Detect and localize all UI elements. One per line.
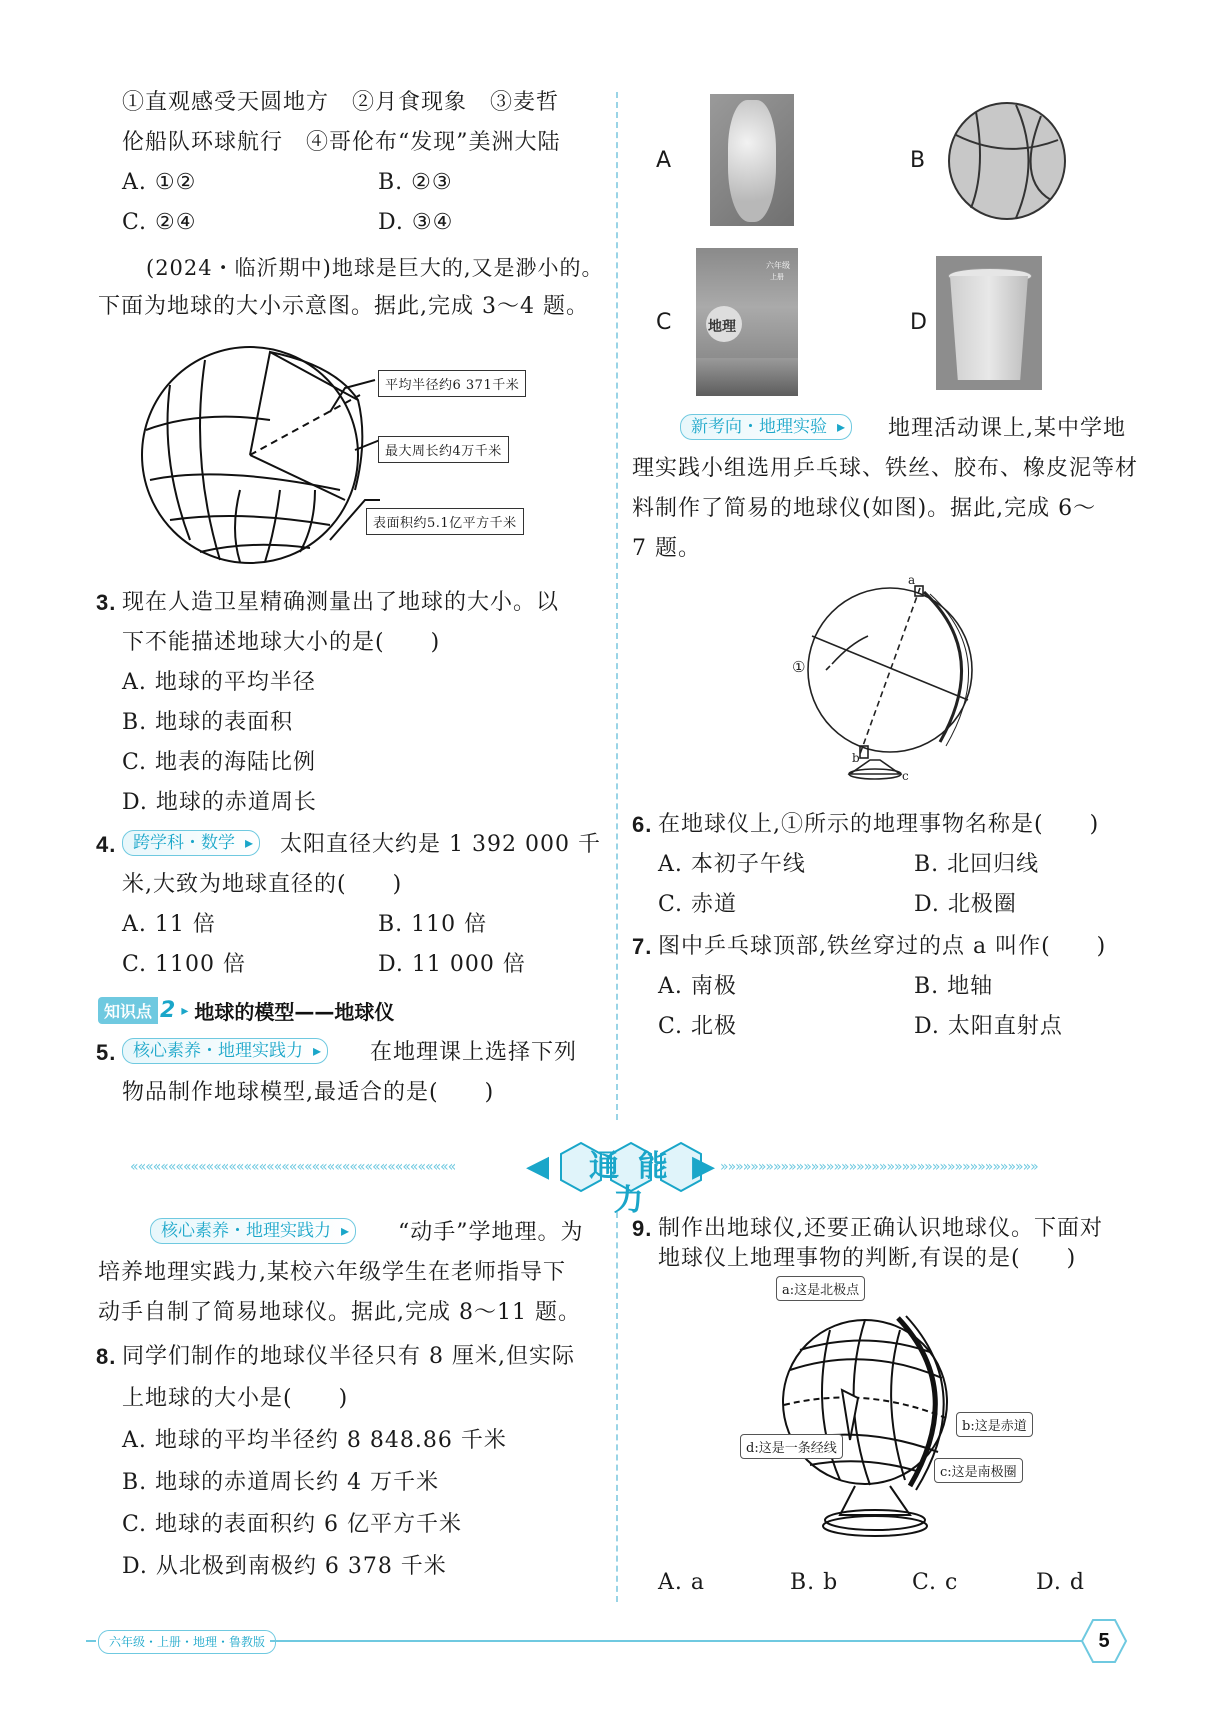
q8-option-d[interactable]: D. 从北极到南极约 6 378 千米 (122, 1554, 447, 1579)
basketball-image[interactable] (946, 100, 1068, 222)
q5-option-c-label[interactable]: C (656, 310, 673, 335)
q2-option-c[interactable]: C. ②④ (122, 210, 197, 235)
banner-left-triangle-icon: ◀ (526, 1149, 550, 1184)
banner-right-triangle-icon: ▶ (692, 1149, 716, 1184)
label-b-equator: b:这是赤道 (956, 1412, 1033, 1437)
q3-stem-1: 现在人造卫星精确测量出了地球的大小。以 (122, 590, 560, 615)
section-title: 通能力 (589, 1149, 687, 1218)
q6-number: 6. (632, 812, 653, 837)
book-volume: 上册 (770, 273, 784, 281)
q4-stem-2: 米,大致为地球直径的( ) (122, 872, 403, 897)
q3-option-d[interactable]: D. 地球的赤道周长 (122, 790, 317, 815)
q3-option-a[interactable]: A. 地球的平均半径 (122, 670, 316, 695)
point-c-label: c (902, 769, 909, 783)
q2-option-d[interactable]: D. ③④ (378, 210, 454, 235)
homemade-globe-diagram (790, 574, 1010, 784)
banner-chevrons-right: »»»»»»»»»»»»»»»»»»»»»»»»»»»»»»»»»»»»»»»»»» (720, 1160, 1038, 1174)
column-divider-top (616, 92, 618, 1120)
experiment-line4: 7 题。 (632, 536, 701, 561)
q3-option-b[interactable]: B. 地球的表面积 (122, 710, 294, 735)
q6-option-a[interactable]: A. 本初子午线 (658, 852, 806, 877)
label-d-meridian: d:这是一条经线 (740, 1434, 843, 1459)
q2-option-a[interactable]: A. ①② (122, 170, 197, 195)
q9-option-d[interactable]: D. d (1036, 1570, 1085, 1595)
cup-body (950, 276, 1028, 380)
q4-option-b[interactable]: B. 110 倍 (378, 912, 488, 937)
arrow-icon: ▸ (181, 1002, 189, 1019)
footer-line (270, 1640, 1084, 1642)
intro-3-4-line2: 下面为地球的大小示意图。据此,完成 3～4 题。 (98, 294, 589, 319)
marker-1-label: ① (792, 658, 806, 676)
q5-option-b-label[interactable]: B (910, 148, 927, 173)
textbook-image[interactable] (696, 248, 798, 396)
knowledge-point-header (98, 996, 394, 1024)
q2-option-b[interactable]: B. ②③ (378, 170, 453, 195)
knowledge-badge: 知识点 (98, 997, 158, 1024)
q9-option-a[interactable]: A. a (658, 1570, 705, 1595)
q5-tag: 核心素养・地理实践力 ▸ (122, 1038, 328, 1064)
q9-option-c[interactable]: C. c (912, 1570, 959, 1595)
point-b-label: b (852, 751, 860, 765)
point-a-label: a (908, 574, 916, 587)
q5-option-d-label[interactable]: D (910, 310, 928, 335)
gourd-image[interactable] (710, 94, 794, 226)
book-landscape (696, 358, 798, 396)
paper-cup-image[interactable] (936, 256, 1042, 390)
q5-stem-2: 物品制作地球模型,最适合的是( ) (122, 1080, 495, 1105)
knowledge-number: 2 (160, 998, 176, 1023)
q2-options-line1: ①直观感受天圆地方 ②月食现象 ③麦哲 (122, 90, 560, 115)
label-max-circumference: 最大周长约4万千米 (378, 436, 509, 463)
q9-number: 9. (632, 1216, 653, 1241)
q4-option-d[interactable]: D. 11 000 倍 (378, 952, 526, 977)
q9-option-b[interactable]: B. b (790, 1570, 839, 1595)
q6-stem: 在地球仪上,①所示的地理事物名称是( ) (658, 812, 1100, 837)
footer-book-info: 六年级・上册・地理・鲁教版 (98, 1630, 276, 1654)
intro-8-tag: 核心素养・地理实践力 ▸ (150, 1218, 356, 1244)
q5-option-a-label[interactable]: A (656, 148, 673, 173)
q6-option-c[interactable]: C. 赤道 (658, 892, 738, 917)
label-a-north-pole: a:这是北极点 (776, 1276, 865, 1301)
q4-option-a[interactable]: A. 11 倍 (122, 912, 216, 937)
q9-stem-2: 地球仪上地理事物的判断,有误的是( ) (658, 1246, 1077, 1271)
labeled-globe-diagram (770, 1290, 970, 1550)
column-divider-bottom (616, 1212, 618, 1602)
knowledge-title: 地球的模型——地球仪 (194, 1000, 395, 1024)
q8-stem-2: 上地球的大小是( ) (122, 1386, 349, 1411)
q7-stem: 图中乒乓球顶部,铁丝穿过的点 a 叫作( ) (658, 934, 1107, 959)
q8-option-a[interactable]: A. 地球的平均半径约 8 848.86 千米 (122, 1428, 507, 1453)
q7-option-c[interactable]: C. 北极 (658, 1014, 738, 1039)
q3-option-c[interactable]: C. 地表的海陆比例 (122, 750, 317, 775)
q4-tag: 跨学科・数学 ▸ (122, 830, 260, 856)
q9-stem-1: 制作出地球仪,还要正确认识地球仪。下面对 (658, 1216, 1103, 1241)
intro-3-4-line1: (2024・临沂期中)地球是巨大的,又是渺小的。 (146, 256, 604, 280)
book-grade: 六年级 (766, 261, 790, 270)
experiment-line3: 料制作了简易的地球仪(如图)。据此,完成 6～ (632, 496, 1097, 521)
q3-stem-2: 下不能描述地球大小的是( ) (122, 630, 441, 655)
q5-stem-1: 在地理课上选择下列 (370, 1040, 578, 1065)
intro-8-line2: 培养地理实践力,某校六年级学生在老师指导下 (98, 1260, 566, 1285)
q6-option-d[interactable]: D. 北极圈 (914, 892, 1017, 917)
q8-option-c[interactable]: C. 地球的表面积约 6 亿平方千米 (122, 1512, 463, 1537)
q4-option-c[interactable]: C. 1100 倍 (122, 952, 247, 977)
q4-number: 4. (96, 832, 117, 857)
q2-options-line2: 伦船队环球航行 ④哥伦布“发现”美洲大陆 (122, 130, 561, 155)
label-surface-area: 表面积约5.1亿平方千米 (366, 508, 524, 535)
gourd-shape (728, 100, 776, 222)
label-c-antarctic-circle: c:这是南极圈 (934, 1458, 1023, 1483)
q8-stem-1: 同学们制作的地球仪半径只有 8 厘米,但实际 (122, 1344, 575, 1369)
q5-number: 5. (96, 1040, 117, 1065)
page-number: 5 (1098, 1630, 1110, 1652)
q6-option-b[interactable]: B. 北回归线 (914, 852, 1040, 877)
q7-number: 7. (632, 934, 653, 959)
experiment-tag: 新考向・地理实验 ▸ (680, 414, 852, 440)
section-title-box (556, 1140, 706, 1218)
experiment-line2: 理实践小组选用乒乓球、铁丝、胶布、橡皮泥等材 (632, 456, 1139, 481)
intro-8-line1: “动手”学地理。为 (398, 1220, 584, 1245)
label-mean-radius: 平均半径约6 371千米 (378, 370, 526, 397)
footer-dash (86, 1640, 96, 1642)
banner-chevrons-left: ««««««««««««««««««««««««««««««««««««««««««« (130, 1160, 456, 1174)
q7-option-d[interactable]: D. 太阳直射点 (914, 1014, 1063, 1039)
book-title: 地理 (708, 319, 736, 335)
q7-option-b[interactable]: B. 地轴 (914, 974, 994, 999)
experiment-line1: 地理活动课上,某中学地 (888, 416, 1126, 441)
q7-option-a[interactable]: A. 南极 (658, 974, 737, 999)
q4-stem-1: 太阳直径大约是 1 392 000 千 (280, 832, 601, 857)
q3-number: 3. (96, 590, 117, 615)
q8-number: 8. (96, 1344, 117, 1369)
q8-option-b[interactable]: B. 地球的赤道周长约 4 万千米 (122, 1470, 440, 1495)
intro-8-line3: 动手自制了简易地球仪。据此,完成 8～11 题。 (98, 1300, 581, 1325)
